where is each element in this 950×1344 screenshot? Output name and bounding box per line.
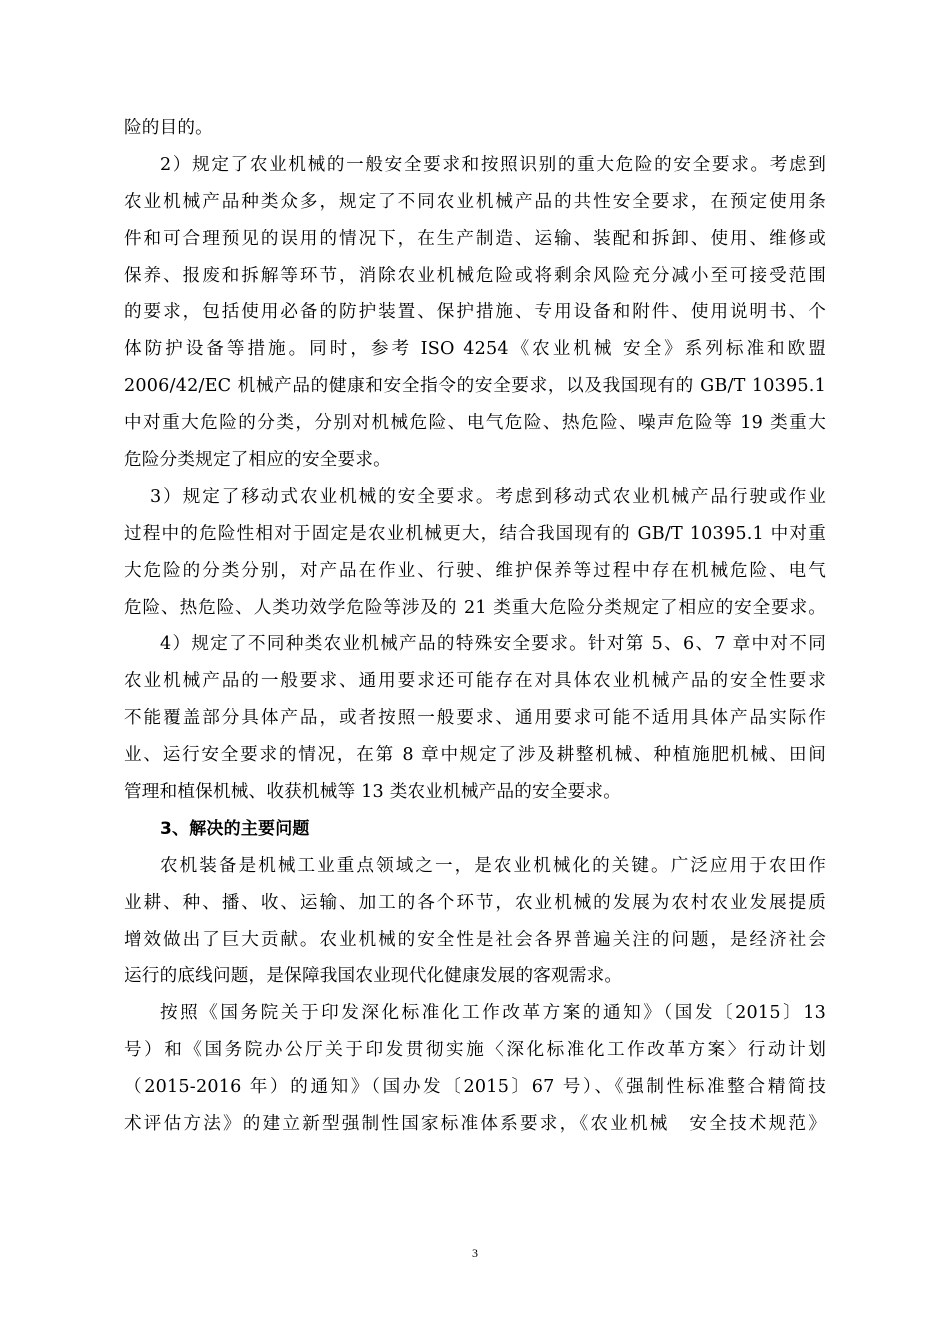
text-line: 业耕、种、播、收、运输、加工的各个环节，农业机械的发展为农村农业发展提质 (124, 892, 826, 913)
text-line: 按照《国务院关于印发深化标准化工作改革方案的通知》（国发〔2015〕13 (160, 1003, 826, 1024)
text-line: 过程中的危险性相对于固定是农业机械更大，结合我国现有的 GB/T 10395.1 中对重 (124, 523, 826, 544)
text-line: 危险、热危险、人类功效学危险等涉及的 21 类重大危险分类规定了相应的安全要求。 (124, 597, 826, 618)
text-line: 业、运行安全要求的情况，在第 8 章中规定了涉及耕整机械、种植施肥机械、田间 (124, 745, 826, 766)
text-line: 体防护设备等措施。同时，参考 ISO 4254《农业机械 安全》系列标准和欧盟 (124, 339, 826, 360)
page-number: 3 (472, 1246, 478, 1260)
text-line: 术评估方法》的建立新型强制性国家标准体系要求，《农业机械 安全技术规范》 (124, 1114, 826, 1135)
text-line: 险的目的。 (124, 118, 213, 138)
text-line: 号）和《国务院办公厅关于印发贯彻实施〈深化标准化工作改革方案〉行动计划 (124, 1040, 826, 1061)
text-line: （2015-2016 年）的通知》（国办发〔2015〕67 号）、《强制性标准整合精简技 (124, 1077, 826, 1098)
text-line: 增效做出了巨大贡献。农业机械的安全性是社会各界普遍关注的问题，是经济社会 (124, 929, 826, 950)
text-line: 运行的底线问题，是保障我国农业现代化健康发展的客观需求。 (124, 966, 623, 987)
text-line: 2）规定了农业机械的一般安全要求和按照识别的重大危险的安全要求。考虑到 (160, 154, 826, 175)
text-line: 件和可合理预见的误用的情况下，在生产制造、运输、装配和拆卸、使用、维修或 (124, 228, 826, 249)
text-line: 3）规定了移动式农业机械的安全要求。考虑到移动式农业机械产品行驶或作业 (150, 486, 826, 507)
document-body (124, 110, 826, 1143)
text-line: 大危险的分类分别，对产品在作业、行驶、维护保养等过程中存在机械危险、电气 (124, 560, 826, 581)
text-line: 保养、报废和拆解等环节，消除农业机械危险或将剩余风险充分减小至可接受范围 (124, 265, 826, 286)
text-line: 4）规定了不同种类农业机械产品的特殊安全要求。针对第 5、6、7 章中对不同 (160, 634, 826, 655)
text-line: 的要求，包括使用必备的防护装置、保护措施、专用设备和附件、使用说明书、个 (124, 302, 826, 323)
text-line: 农机装备是机械工业重点领域之一，是农业机械化的关键。广泛应用于农田作 (160, 855, 826, 876)
section-heading: 3、解决的主要问题 (160, 818, 310, 839)
text-line: 不能覆盖部分具体产品，或者按照一般要求、通用要求可能不适用具体产品实际作 (124, 708, 826, 729)
text-line: 农业机械产品的一般要求、通用要求还可能存在对具体农业机械产品的安全性要求 (124, 671, 826, 692)
text-line: 2006/42/EC 机械产品的健康和安全指令的安全要求，以及我国现有的 GB/T 10395.1 (124, 376, 826, 397)
text-line: 危险分类规定了相应的安全要求。 (124, 450, 391, 471)
text-line: 中对重大危险的分类，分别对机械危险、电气危险、热危险、噪声危险等 19 类重大 (124, 413, 826, 434)
text-line: 管理和植保机械、收获机械等 13 类农业机械产品的安全要求。 (124, 782, 622, 803)
text-line: 农业机械产品种类众多，规定了不同农业机械产品的共性安全要求，在预定使用条 (124, 191, 826, 212)
